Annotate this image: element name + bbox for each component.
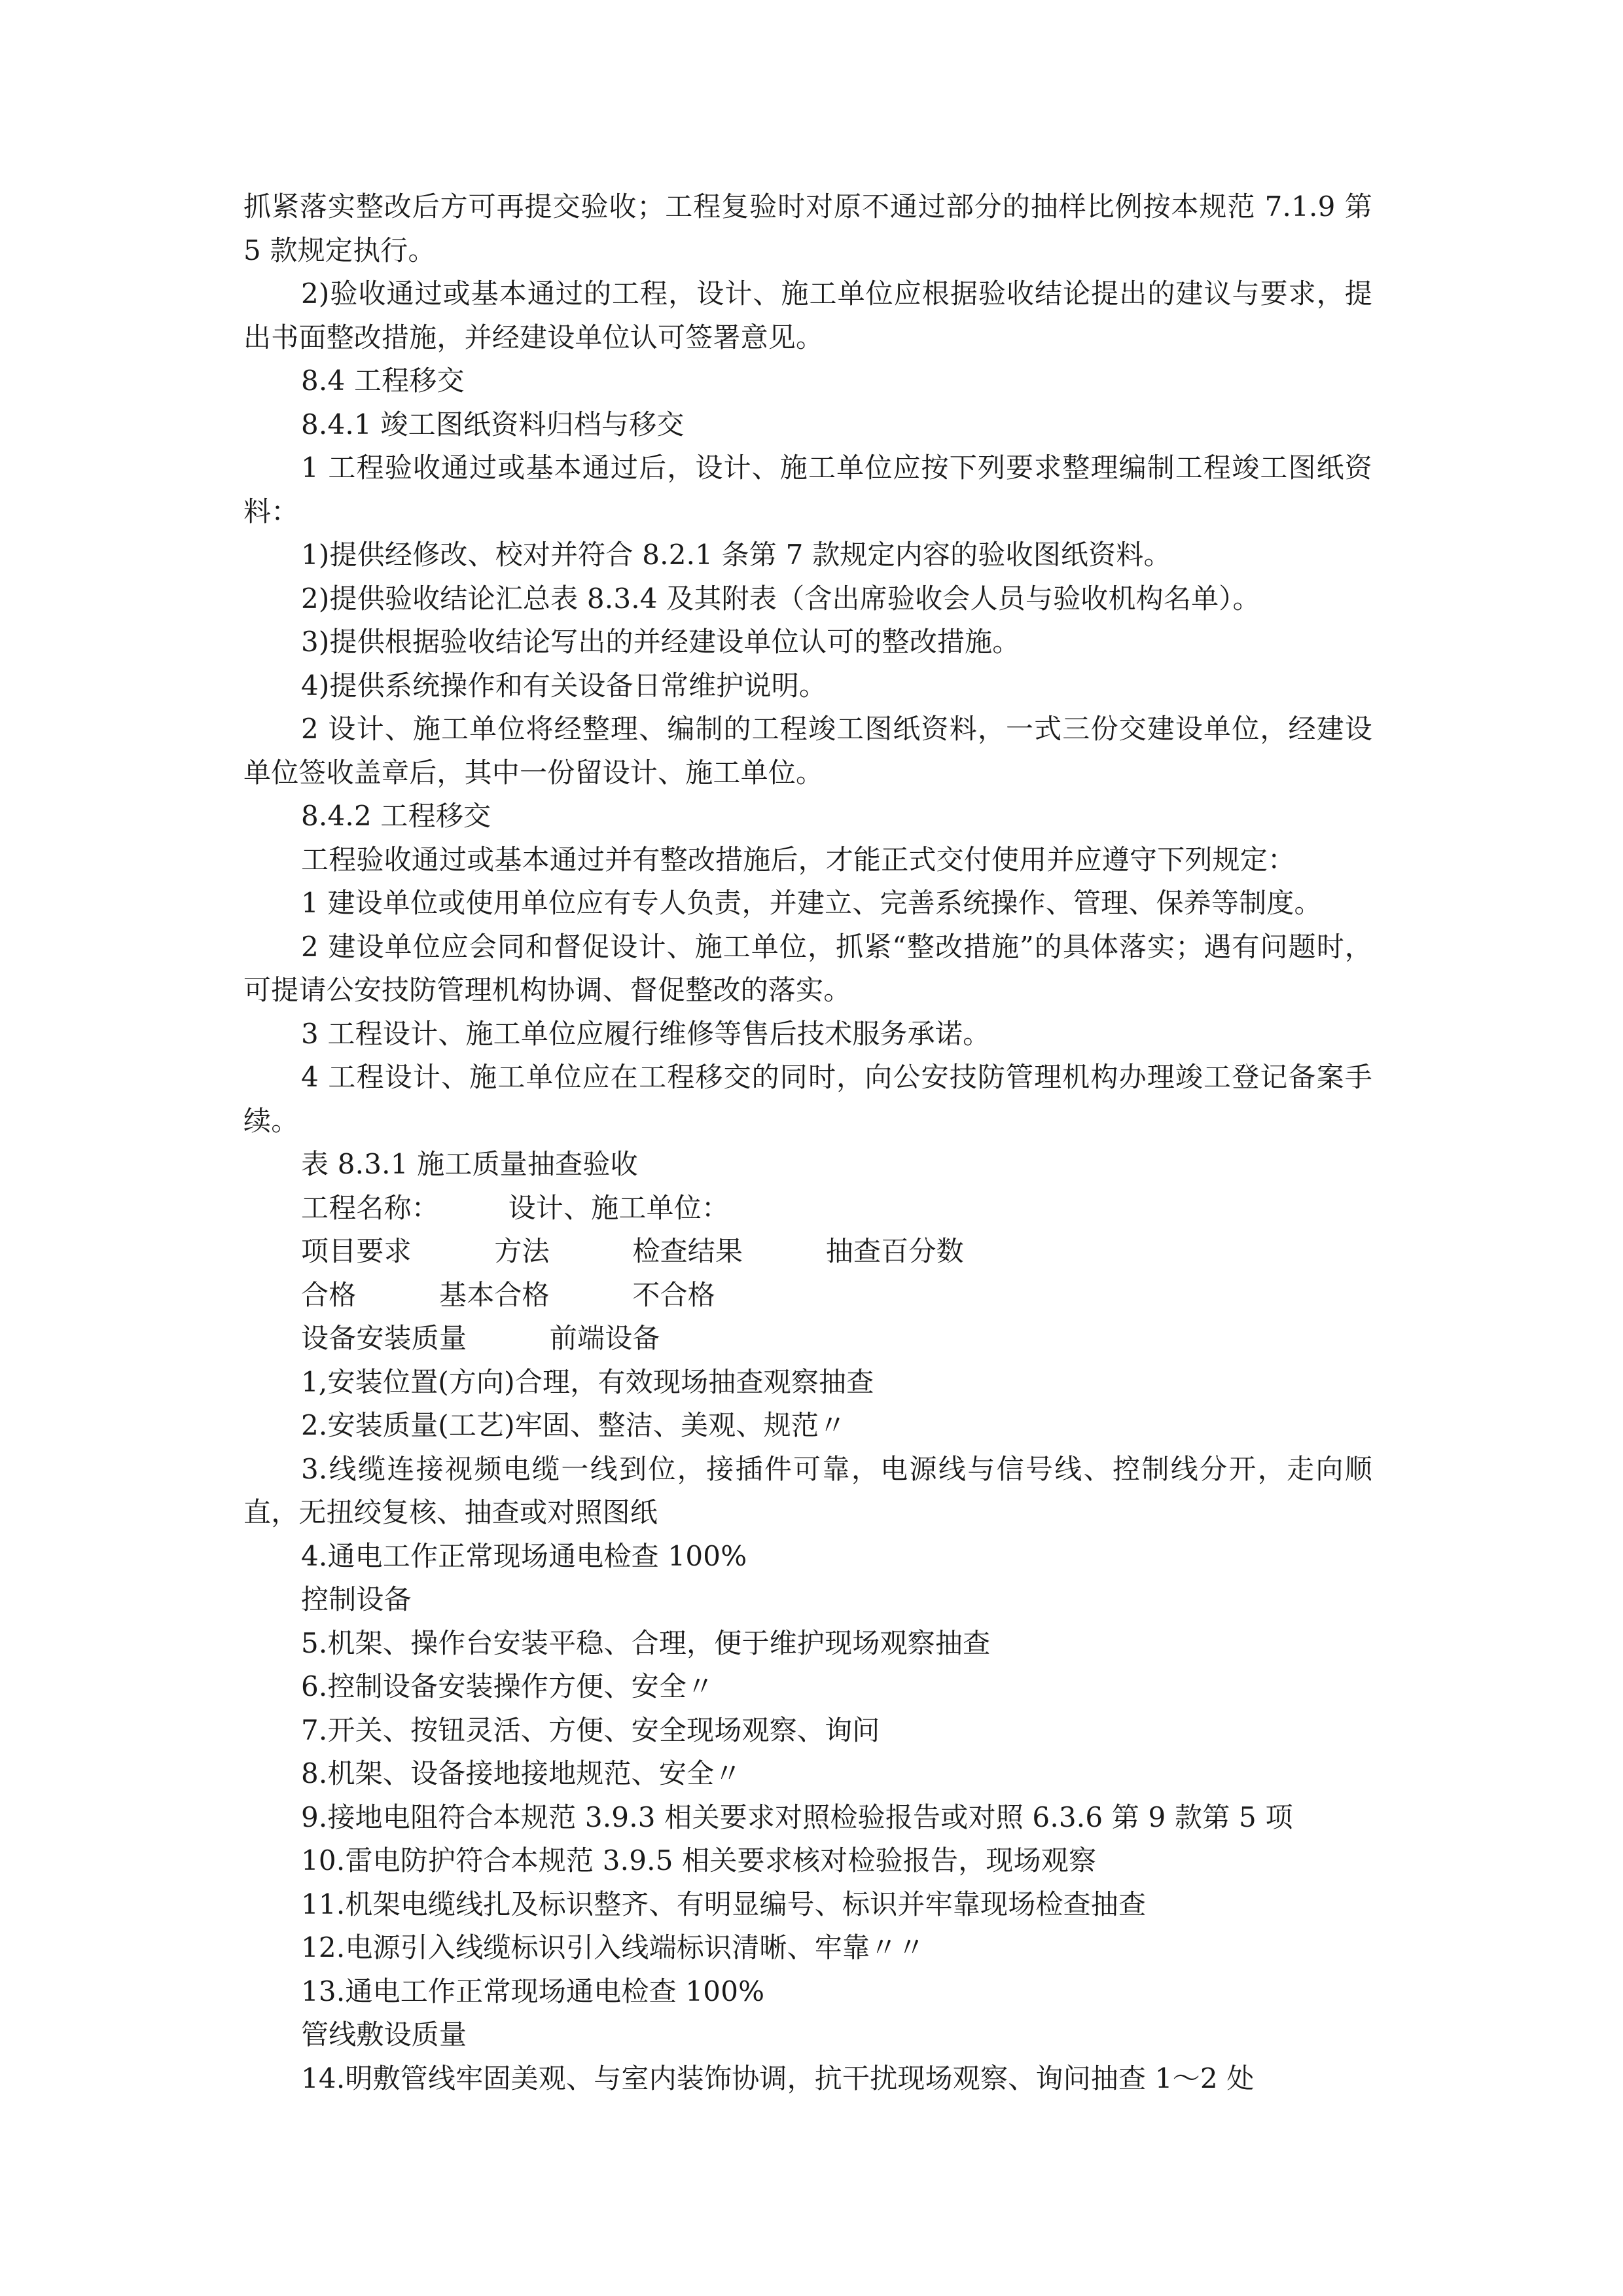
paragraph: 6.控制设备安装操作方便、安全〃 [301,1670,715,1702]
paragraph: 14.明敷管线牢固美观、与室内装饰协调，抗干扰现场观察、询问抽查 1～2 处 [301,2062,1255,2094]
paragraph: 工程名称： 设计、施工单位： [301,1191,730,1224]
paragraph: 10.雷电防护符合本规范 3.9.5 相关要求核对检验报告，现场观察 [301,1844,1097,1876]
paragraph: 5.机架、操作台安装平稳、合理，便于维护现场观察抽查 [301,1626,991,1659]
paragraph: 4)提供系统操作和有关设备日常维护说明。 [301,669,827,702]
paragraph: 1 工程验收通过或基本通过后，设计、施工单位应按下列要求整理编制工程竣工图纸资料： [243,452,1372,528]
paragraph: 4 工程设计、施工单位应在工程移交的同时，向公安技防管理机构办理竣工登记备案手续。 [243,1061,1372,1137]
paragraph: 1,安装位置(方向)合理，有效现场抽查观察抽查 [301,1365,874,1398]
paragraph: 工程验收通过或基本通过并有整改措施后，才能正式交付使用并应遵守下列规定： [301,843,1296,876]
paragraph: 9.接地电阻符合本规范 3.9.3 相关要求对照检验报告或对照 6.3.6 第 9 款第 5 项 [301,1801,1293,1833]
document-page [243,185,1382,2100]
paragraph: 合格 基本合格 不合格 [301,1278,716,1311]
paragraph: 3.线缆连接视频电缆一线到位，接插件可靠，电源线与信号线、控制线分开，走向顺直，无扭绞复核、抽查或对照图纸 [243,1452,1372,1528]
paragraph: 管线敷设质量 [301,2018,467,2051]
paragraph: 设备安装质量 前端设备 [301,1322,660,1354]
paragraph: 7.开关、按钮灵活、方便、安全现场观察、询问 [301,1713,880,1746]
paragraph: 2)验收通过或基本通过的工程，设计、施工单位应根据验收结论提出的建议与要求，提出书面整改措施，并经建设单位认可签署意见。 [243,278,1372,353]
paragraph: 8.4 工程移交 [301,365,465,397]
paragraph: 2)提供验收结论汇总表 8.3.4 及其附表（含出席验收会人员与验收机构名单）。 [301,582,1260,615]
paragraph: 项目要求 方法 检查结果 抽查百分数 [301,1235,964,1267]
paragraph: 2 建设单位应会同和督促设计、施工单位，抓紧“整改措施”的具体落实；遇有问题时，可提请公安技防管理机构协调、督促整改的落实。 [243,930,1372,1006]
paragraph: 8.机架、设备接地接地规范、安全〃 [301,1757,742,1789]
paragraph: 11.机架电缆线扎及标识整齐、有明显编号、标识并牢靠现场检查抽查 [301,1888,1147,1920]
paragraph: 12.电源引入线缆标识引入线端标识清晰、牢靠〃〃 [301,1931,925,1964]
paragraph: 8.4.1 竣工图纸资料归档与移交 [301,408,685,440]
paragraph: 4.通电工作正常现场通电检查 100% [301,1539,747,1572]
paragraph: 13.通电工作正常现场通电检查 100% [301,1975,765,2007]
paragraph: 2.安装质量(工艺)牢固、整洁、美观、规范〃 [301,1409,847,1441]
paragraph: 3)提供根据验收结论写出的并经建设单位认可的整改措施。 [301,626,1020,658]
paragraph: 抓紧落实整改后方可再提交验收；工程复验时对原不通过部分的抽样比例按本规范 7.1.9 第 5 款规定执行。 [243,190,1382,266]
paragraph: 2 设计、施工单位将经整理、编制的工程竣工图纸资料，一式三份交建设单位，经建设单位签收盖章后，其中一份留设计、施工单位。 [243,713,1372,789]
paragraph: 1 建设单位或使用单位应有专人负责，并建立、完善系统操作、管理、保养等制度。 [301,887,1322,919]
paragraph: 8.4.2 工程移交 [301,800,491,832]
paragraph: 3 工程设计、施工单位应履行维修等售后技术服务承诺。 [301,1017,991,1050]
paragraph: 控制设备 [301,1583,412,1615]
paragraph: 1)提供经修改、校对并符合 8.2.1 条第 7 款规定内容的验收图纸资料。 [301,539,1171,571]
paragraph: 表 8.3.1 施工质量抽查验收 [301,1148,638,1180]
